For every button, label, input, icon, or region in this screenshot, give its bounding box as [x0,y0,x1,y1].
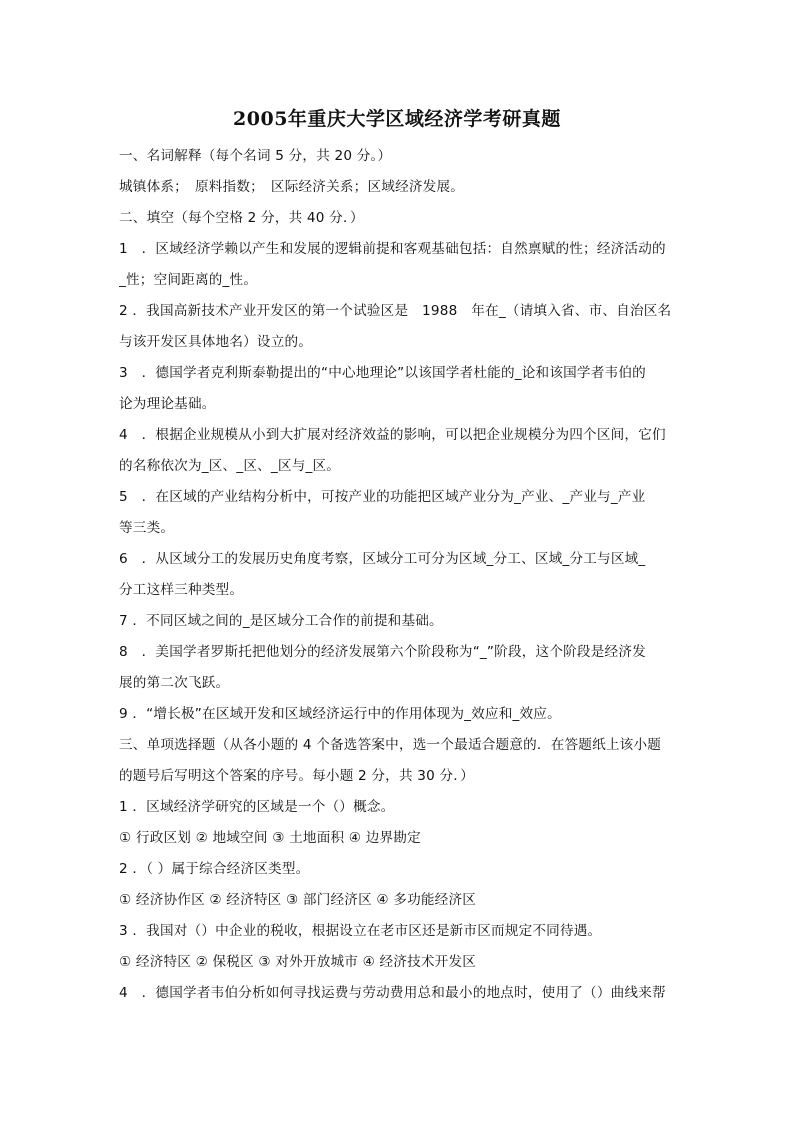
text-line: 3 ．德国学者克利斯泰勒提出的“中心地理论”以该国学者杜能的_论和该国学者韦伯的 [119,365,646,381]
section-heading-fill-blank: 二、填空（每个空格 2 分，共 40 分．） [119,210,364,226]
document-title: 2005年重庆大学区域经济学考研真题 [233,108,561,130]
text-line: 等三类。 [119,520,175,536]
document-body [119,146,679,1014]
question-line: 2 ．（ ）属于综合经济区类型。 [119,861,310,877]
question-line: 4 ．德国学者韦伯分析如何寻找运费与劳动费用总和最小的地点时，使用了（）曲线来帮 [119,985,666,1001]
text-line: 4 ．根据企业规模从小到大扩展对经济效益的影响，可以把企业规模分为四个区间，它们 [119,427,666,443]
text-line: _性；空间距离的_性。 [119,272,258,288]
options-line: ① 经济协作区 ② 经济特区 ③ 部门经济区 ④ 多功能经济区 [119,892,477,908]
text-line: 与该开发区具体地名）设立的。 [119,334,313,350]
text-line: 5 ．在区域的产业结构分析中，可按产业的功能把区域产业分为_产业、_产业与_产业 [119,489,646,505]
text-line: 展的第二次飞跃。 [119,675,230,691]
options-line: ① 行政区划 ② 地域空间 ③ 土地面积 ④ 边界勘定 [119,830,421,846]
question-line: 1 ．区域经济学研究的区域是一个（）概念。 [119,799,395,815]
section-heading-multiple-choice: 三、单项选择题（从各小题的 4 个备选答案中，选一个最适合题意的．在答题纸上该小题 [119,737,662,753]
text-line: 2 ．我国高新技术产业开发区的第一个试验区是 1988 年在_（请填入省、市、自治区名 [119,303,672,319]
text-line: 8 ．美国学者罗斯托把他划分的经济发展第六个阶段称为“_”阶段，这个阶段是经济发 [119,644,646,660]
text-line: 的题号后写明这个答案的序号。每小题 2 分，共 30 分．） [119,768,475,784]
text-line: 6 ．从区域分工的发展历史角度考察，区域分工可分为区域_分工、区域_分工与区域_ [119,551,646,567]
terms-list: 城镇体系； 原料指数； 区际经济关系；区域经济发展。 [119,179,465,195]
text-line: 1 ．区域经济学赖以产生和发展的逻辑前提和客观基础包括：自然禀赋的性；经济活动的 [119,241,666,257]
text-line: 论为理论基础。 [119,396,216,412]
text-line: 7 ．不同区域之间的_是区域分工合作的前提和基础。 [119,613,443,629]
text-line: 的名称依次为_区、_区、_区与_区。 [119,458,341,474]
text-line: 9 ．“增长极”在区域开发和区域经济运行中的作用体现为_效应和_效应。 [119,706,561,722]
text-line: 分工这样三种类型。 [119,582,244,598]
section-heading-terms: 一、名词解释（每个名词 5 分，共 20 分。） [119,148,392,164]
options-line: ① 经济特区 ② 保税区 ③ 对外开放城市 ④ 经济技术开发区 [119,954,477,970]
question-line: 3 ．我国对（）中企业的税收，根据设立在老市区还是新市区而规定不同待遇。 [119,923,602,939]
